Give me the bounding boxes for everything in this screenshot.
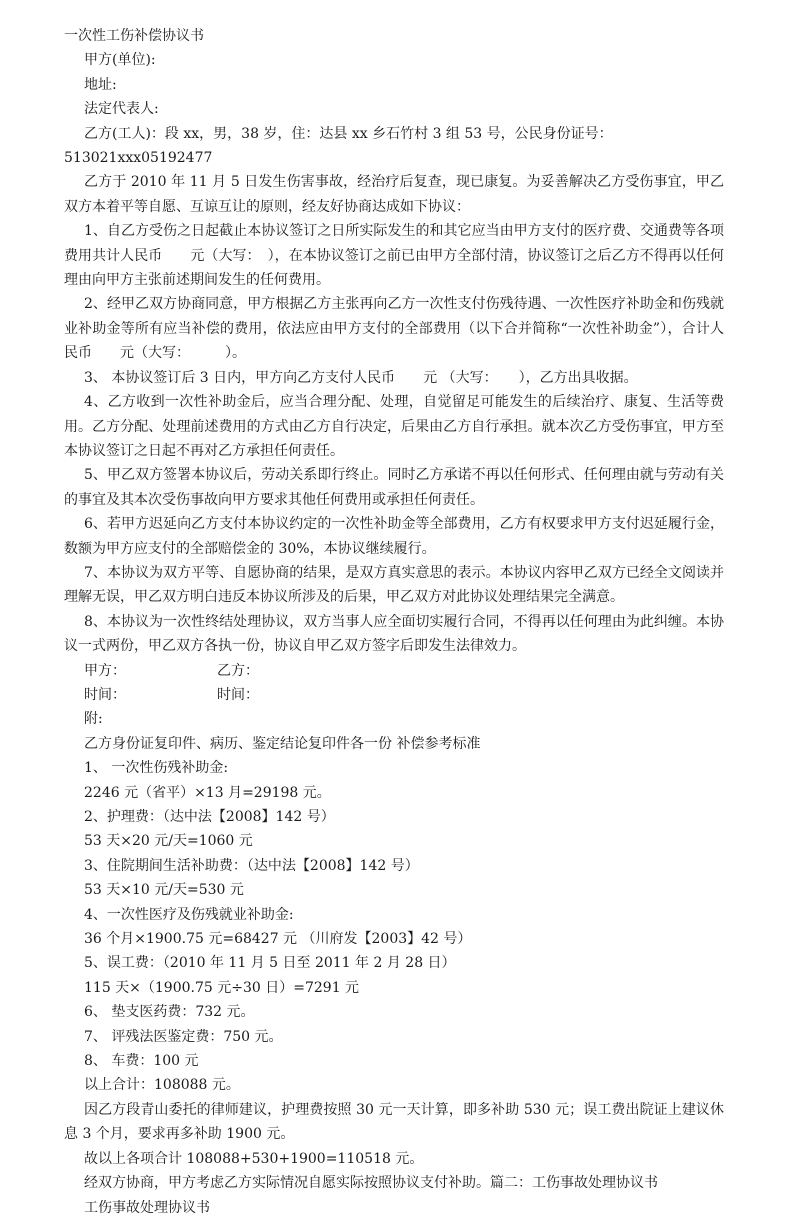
closing-paragraph: 经双方协商，甲方考虑乙方实际情况自愿实际按照协议支付补助。篇二：工伤事故处理协议书 (84, 1175, 658, 1192)
attachment-description: 乙方身份证复印件、病历、鉴定结论复印件各一份 补偿参考标准 (84, 735, 481, 752)
id-number: 513021xxx05192477 (64, 150, 213, 167)
document-body (64, 24, 724, 1220)
document-title: 一次性工伤补偿协议书 (64, 28, 204, 44)
list-item: 53 天×10 元/天=530 元 (84, 882, 244, 899)
list-item: 5、误工费：（2010 年 11 月 5 日至 2011 年 2 月 28 日） (84, 955, 456, 972)
attachment-label: 附: (84, 711, 103, 728)
signature-line: 甲方： 乙方： (84, 662, 259, 679)
list-item: 7、 评残法医鉴定费：750 元。 (84, 1028, 283, 1045)
clause-5: 5、甲乙双方签署本协议后，劳动关系即行终止。同时乙方承诺不再以任何形式、任何理由就与劳动有关的事宜及其本次受伤事故向甲方要求其他任何费用或承担任何责任。 (64, 467, 724, 508)
list-item: 53 天×20 元/天=1060 元 (84, 833, 253, 850)
list-item: 115 天×（1900.75 元÷30 日）=7291 元 (84, 979, 360, 996)
list-item: 1、 一次性伤残补助金: (84, 760, 229, 777)
party-b-line: 乙方(工人)：段 xx，男，38 岁，住：达县 xx 乡石竹村 3 组 53 号，公民身份证号： (84, 125, 613, 142)
address-line: 地址: (84, 76, 117, 93)
total-line: 故以上各项合计 108088+530+1900=110518 元。 (84, 1150, 424, 1167)
clause-1: 1、自乙方受伤之日起截止本协议签订之日所实际发生的和其它应当由甲方支付的医疗费、交通费等各项费用共计人民币 元（大写： ），在本协议签订之前已由甲方全部付清，协议签订之后乙方不得再以任何理由向甲方主张前述期间发生的任何费用。 (64, 223, 724, 289)
legal-rep-line: 法定代表人: (84, 101, 159, 118)
clause-7: 7、本协议为双方平等、自愿协商的结果，是双方真实意思的表示。本协议内容甲乙双方已经全文阅读并理解无误，甲乙双方明白违反本协议所涉及的后果，甲乙双方对此协议处理结果完全满意。 (64, 564, 724, 606)
clause-6: 6、若甲方迟延向乙方支付本协议约定的一次性补助金等全部费用，乙方有权要求甲方支付迟延履行金，数额为甲方应支付的全部赔偿金的 30%，本协议继续履行。 (64, 516, 724, 557)
list-item: 2246 元（省平）×13 月=29198 元。 (84, 784, 331, 801)
note-paragraph: 因乙方段青山委托的律师建议，护理费按照 30 元一天计算，即多补助 530 元；误工费出院证上建议休息 3 个月，要求再多补助 1900 元。 (64, 1101, 724, 1143)
list-item: 6、 垫支医药费：732 元。 (84, 1004, 255, 1021)
party-a-line: 甲方(单位): (84, 52, 156, 69)
clause-4: 4、乙方收到一次性补助金后，应当合理分配、处理，自觉留足可能发生的后续治疗、康复、生活等费用。乙方分配、处理前述费用的方式由乙方自行决定，后果由乙方自行承担。就本次乙方受伤事宜，甲方至本协议签订之日起不再对乙方承担任何责任。 (64, 394, 724, 459)
subtotal-line: 以上合计：108088 元。 (84, 1077, 240, 1094)
next-section-title: 工伤事故处理协议书 (84, 1199, 210, 1216)
clause-3: 3、 本协议签订后 3 日内，甲方向乙方支付人民币 元 （大写： ），乙方出具收据。 (84, 369, 638, 386)
list-item: 36 个月×1900.75 元=68427 元 （川府发【2003】42 号） (84, 931, 472, 948)
list-item: 8、 车费：100 元 (84, 1053, 199, 1070)
list-item: 3、住院期间生活补助费：（达中法【2008】142 号） (84, 857, 419, 874)
clause-8: 8、本协议为一次性终结处理协议，双方当事人应全面切实履行合同，不得再以任何理由为此纠缠。本协议一式两份，甲乙双方各执一份，协议自甲乙双方签字后即发生法律效力。 (64, 613, 724, 655)
date-line: 时间： 时间： (84, 686, 259, 703)
clause-2: 2、经甲乙双方协商同意，甲方根据乙方主张再向乙方一次性支付伤残待遇、一次性医疗补助金和伤残就业补助金等所有应当补偿的费用，依法应由甲方支付的全部费用（以下合并简称“一次性补助金”），合计人民币 元（大写： ）。 (64, 296, 724, 362)
intro-paragraph: 乙方于 2010 年 11 月 5 日发生伤害事故，经治疗后复查，现已康复。为妥善解决乙方受伤事宜，甲乙双方本着平等自愿、互谅互让的原则，经友好协商达成如下协议： (64, 174, 724, 215)
list-item: 2、护理费：（达中法【2008】142 号） (84, 809, 335, 825)
list-item: 4、一次性医疗及伤残就业补助金: (84, 906, 294, 923)
